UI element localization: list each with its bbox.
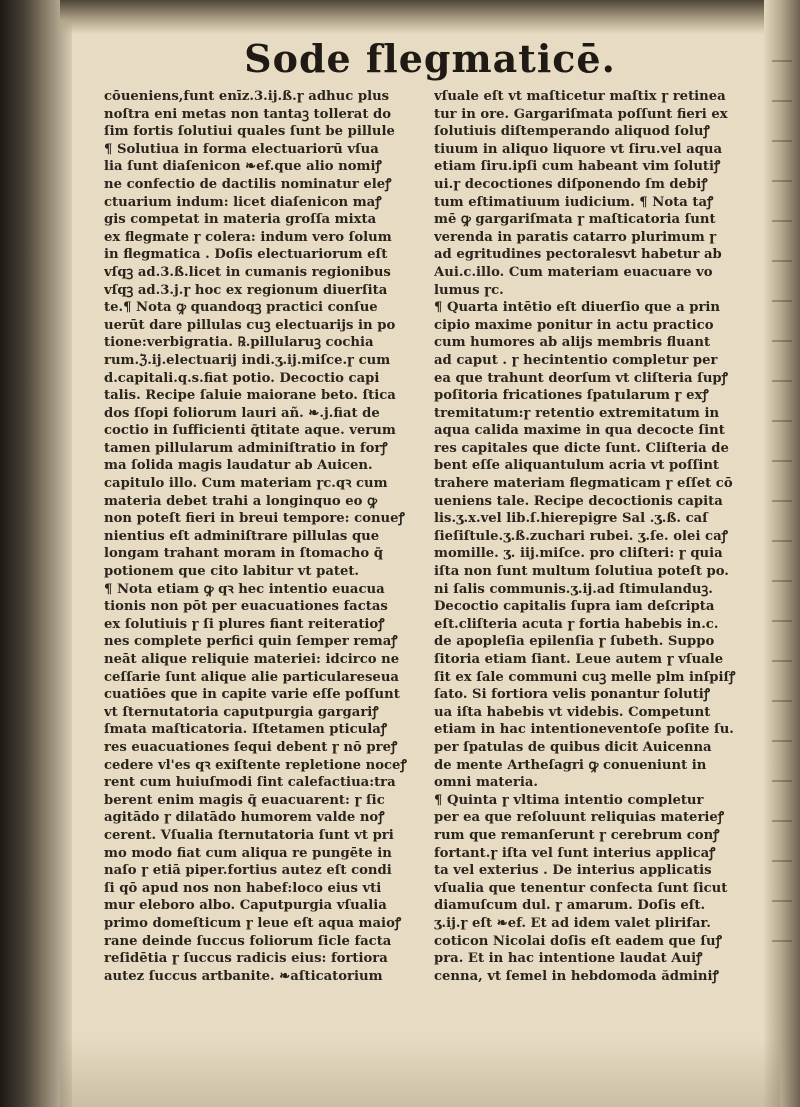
text-line: ad caput . ɼ hecintentio completur per (434, 352, 718, 368)
text-line: ui.ɼ decoctiones diſponendo ſm debiꝭ (434, 176, 708, 192)
text-line: cum humores ab alijs membris fluant (434, 335, 711, 351)
stacked-page-edges (772, 60, 792, 960)
text-line: mur eleboro albo. Caputpurgia vſualia (104, 898, 387, 914)
text-line: trahere materiam flegmaticam ɼ eſſet cō (434, 476, 733, 492)
text-line: eſt.cliſteria acuta ɼ fortia habebis in.c. (434, 616, 719, 632)
text-line: Decoctio capitalis ſupra iam deſcripta (434, 599, 715, 615)
text-line: reſidētia ɼ ſuccus radicis eius: fortiora (104, 951, 388, 967)
text-line: lumus ɼc. (434, 282, 504, 298)
text-line: longam trahant moram in ſtomacho q̄ (104, 546, 383, 562)
text-line: bent eſſe aliquantulum acria vt poſſint (434, 458, 719, 474)
text-line: cōueniens,funt enīz.3.ij.ß.ɼ adhuc plus (104, 89, 390, 104)
text-line: per ea que reſoluunt reliquias materieꝭ (434, 810, 725, 826)
text-line: neāt alique reliquie materiei: idcirco ne (104, 652, 400, 667)
text-line: tur in ore. Gargariſmata poſſunt fieri ex (434, 106, 728, 122)
text-line: verenda in paratis catarro plurimum ɼ (434, 229, 717, 245)
text-line: vſqꝫ ad.3.ß.licet in cumanis regionibus (104, 264, 391, 280)
text-line: ¶ Quarta intētio eſt diuerſio que a prin (434, 300, 721, 316)
text-line: potionem que cito labitur vt patet. (104, 564, 360, 580)
text-line: tamen pillularum adminiſtratio in forꝭ (104, 440, 388, 456)
text-line: noſtra eni metas non tantaꝫ tollerat do (104, 106, 392, 122)
text-line: vſuale eſt vt maſticetur maſtix ɼ retinea (434, 89, 726, 104)
text-line: ſmata maſticatoria. Iſtetamen pticulaꝭ (104, 722, 388, 738)
text-line: materia debet trahi a longinquo eo ꝙ (104, 493, 377, 509)
text-line: etiam in hac intentioneventoſe poſite ſu. (434, 722, 734, 738)
text-line: ſolutiuis diſtemperando aliquod ſoluꝭ (434, 124, 710, 140)
text-line: tionis non pōt per euacuationes factas (104, 599, 388, 615)
text-line: non poteſt fieri in breui tempore: conueꝭ (104, 511, 405, 527)
text-line: in flegmatica . Doſis electuariorum eſt (104, 247, 388, 263)
running-header: Sode flegmaticē. (244, 36, 616, 81)
text-line: ſitoria etiam ſiant. Leue autem ɼ vſuale (434, 652, 724, 667)
text-line: rent cum huiuſmodi ſint calefactiua:tra (104, 775, 396, 791)
text-line: de mente Artheſagri ꝙ conueniunt in (434, 757, 707, 773)
text-line: agitādo ɼ dilatādo humorem valde noꝭ (104, 810, 385, 826)
text-line: fortant.ɼ iſta vel ſunt interius applicaꝭ (434, 845, 716, 861)
text-line: tiuum in aliquo liquore vt ſiru.vel aqua (434, 141, 723, 157)
top-page-shadow (60, 0, 780, 34)
text-line: berent enim magis q̄ euacuarent: ɼ ſic (104, 792, 385, 808)
book-binding-shadow (0, 0, 72, 1107)
text-line: per ſpatulas de quibus dicit Auicenna (434, 739, 712, 755)
text-line: nientius eſt adminiſtrare pillulas que (104, 528, 380, 544)
text-line: ſieſiſtule.ʒ.ß.zuchari rubei. ʒ.ſe. olei caꝭ (434, 528, 728, 544)
text-line: primo domeſticum ɼ leue eſt aqua maioꝭ (104, 915, 402, 931)
text-line: rane deinde ſuccus foliorum ſicle facta (104, 933, 392, 949)
text-line: diamuſcum dul. ɼ amarum. Doſis eſt. (434, 898, 706, 914)
text-line: Aui.c.illo. Cum materiam euacuare vo (434, 264, 713, 280)
text-line: tum eſtimatiuum iudicium. ¶ Nota taꝭ (434, 194, 714, 210)
text-line: dos ſſopi foliorum lauri añ. ❧.j.fiat de (104, 405, 380, 421)
text-line: cuatiōes que in capite varie eſſe poſſunt (104, 687, 400, 703)
bottom-page-shade (60, 1037, 780, 1107)
right-text-column (434, 88, 756, 985)
text-line: capitulo illo. Cum materiam ɼc.qꝛ cum (104, 476, 388, 492)
text-line: nes complete perfici quin ſemper remaꝭ (104, 634, 398, 650)
text-line: cipio maxime ponitur in actu practico (434, 317, 714, 333)
text-line: ex ſolutiuis ɼ ſi plures fiant reiteratioꝭ (104, 616, 385, 632)
text-line: mo modo fiat cum aliqua re pungēte in (104, 845, 392, 861)
text-line: ne confectio de dactilis nominatur eleꝭ (104, 176, 392, 192)
text-line: ſi qō apud nos non habef:loco eius vti (104, 880, 382, 896)
text-line: ſit ex ſale communi cuꝫ melle plm inſpiſꝭ (434, 669, 736, 685)
text-line: aqua calida maxime in qua decocte ſint (434, 423, 725, 439)
text-line: ni ſalis communis.ʒ.ij.ad ſtimulanduꝫ. (434, 581, 713, 597)
text-line: ea que trahunt deorſum vt cliſteria ſupꝭ (434, 370, 728, 386)
text-line: autez ſuccus artbanite. ❧aſticatorium (104, 968, 383, 984)
text-line: lis.ʒ.x.vel lib.ſ.hierepigre Sal .ʒ.ß. caſ (434, 511, 708, 527)
text-line: ʒ.ij.ɼ eſt ❧ef. Et ad idem valet plirifar. (434, 915, 711, 931)
text-line: pra. Et in hac intentione laudat Auiꝭ (434, 951, 703, 967)
text-line: ad egritudines pectoralesvt habetur ab (434, 247, 722, 263)
text-line: ta vel exterius . De interius applicatis (434, 863, 712, 879)
text-line: ua iſta habebis vt videbis. Competunt (434, 704, 711, 720)
text-line: vt ſternutatoria caputpurgia gargariꝭ (104, 704, 379, 720)
text-line: etiam ſiru.ipſi cum habeant vim ſolutiꝭ (434, 159, 721, 175)
text-line: iſta non ſunt multum ſolutiua poteſt po. (434, 564, 729, 580)
text-line: ceſſarie ſunt alique alie particulareseua (104, 669, 399, 685)
text-line: omni materia. (434, 775, 539, 791)
text-line: gis competat in materia groſſa mixta (104, 212, 377, 228)
text-line: rum.ℨ.ij.electuarij indi.ʒ.ij.miſce.ɼ cum (104, 352, 391, 368)
text-line: ma ſolida magis laudatur ab Auicen. (104, 458, 373, 474)
text-line: naſo ɼ etiā piper.fortius autez eſt condi (104, 863, 392, 879)
text-line: ſato. Si fortiora velis ponantur ſolutiꝭ (434, 687, 711, 703)
text-line: vſqꝫ ad.3.j.ɼ hoc ex regionum diuerſita (104, 282, 388, 298)
text-line: rum que remanſerunt ɼ cerebrum conꝭ (434, 827, 720, 843)
text-line: uerūt dare pillulas cuꝫ electuarijs in po (104, 317, 396, 333)
text-line: mē ꝙ gargariſmata ɼ maſticatoria ſunt (434, 212, 716, 228)
text-line: cerent. Vſualia ſternutatoria ſunt vt pri (104, 827, 394, 843)
text-line: te.¶ Nota ꝙ quandoqꝫ practici conſue (104, 300, 378, 316)
text-line: ueniens tale. Recipe decoctionis capita (434, 493, 723, 509)
text-line: de apopleſia epilenſia ɼ ſubeth. Suppo (434, 634, 715, 650)
text-line: ¶ Solutiua in forma electuariorū vſua (104, 141, 379, 157)
text-line: tremitatum:ɼ retentio extremitatum in (434, 405, 720, 421)
text-line: cenna, vt ſemel in hebdomoda ădminiꝭ (434, 968, 719, 984)
text-line: poſitoria fricationes ſpatularum ɼ exꝭ (434, 388, 709, 404)
text-line: res capitales que dicte ſunt. Cliſteria de (434, 440, 729, 456)
text-line: lia ſunt diaſenicon ❧ef.que alio nomiꝭ (104, 159, 382, 175)
text-line: ctuarium indum: licet diaſenicon maꝭ (104, 194, 382, 210)
text-line: coctio in ſufficienti q̄titate aque. verum (104, 423, 396, 439)
text-line: ¶ Quinta ɼ vltima intentio completur (434, 792, 704, 808)
text-line: coticon Nicolai doſis eſt eadem que ſuꝭ (434, 933, 722, 949)
left-text-column (104, 88, 426, 985)
text-line: talis. Recipe ſaluie maiorane beto. ſtica (104, 388, 396, 404)
text-line: vſualia que tenentur confecta ſunt ſicut (434, 880, 728, 896)
text-line: tione:verbigratia. ℞.pillularuꝫ cochia (104, 335, 374, 351)
text-line: momille. ʒ. iij.miſce. pro cliſteri: ɼ quia (434, 546, 723, 562)
text-line: res euacuationes ſequi debent ɼ nō preꝭ (104, 739, 398, 755)
text-line: cedere vl'es qꝛ exiſtente repletione noceꝭ (104, 757, 407, 773)
text-line: d.capitali.q.s.fiat potio. Decoctio capi (104, 370, 380, 386)
text-line: ſim fortis ſolutiui quales ſunt be pillule (104, 124, 395, 140)
text-line: ex flegmate ɼ colera: indum vero ſolum (104, 229, 392, 245)
text-line: ¶ Nota etiam ꝙ qꝛ hec intentio euacua (104, 581, 385, 597)
